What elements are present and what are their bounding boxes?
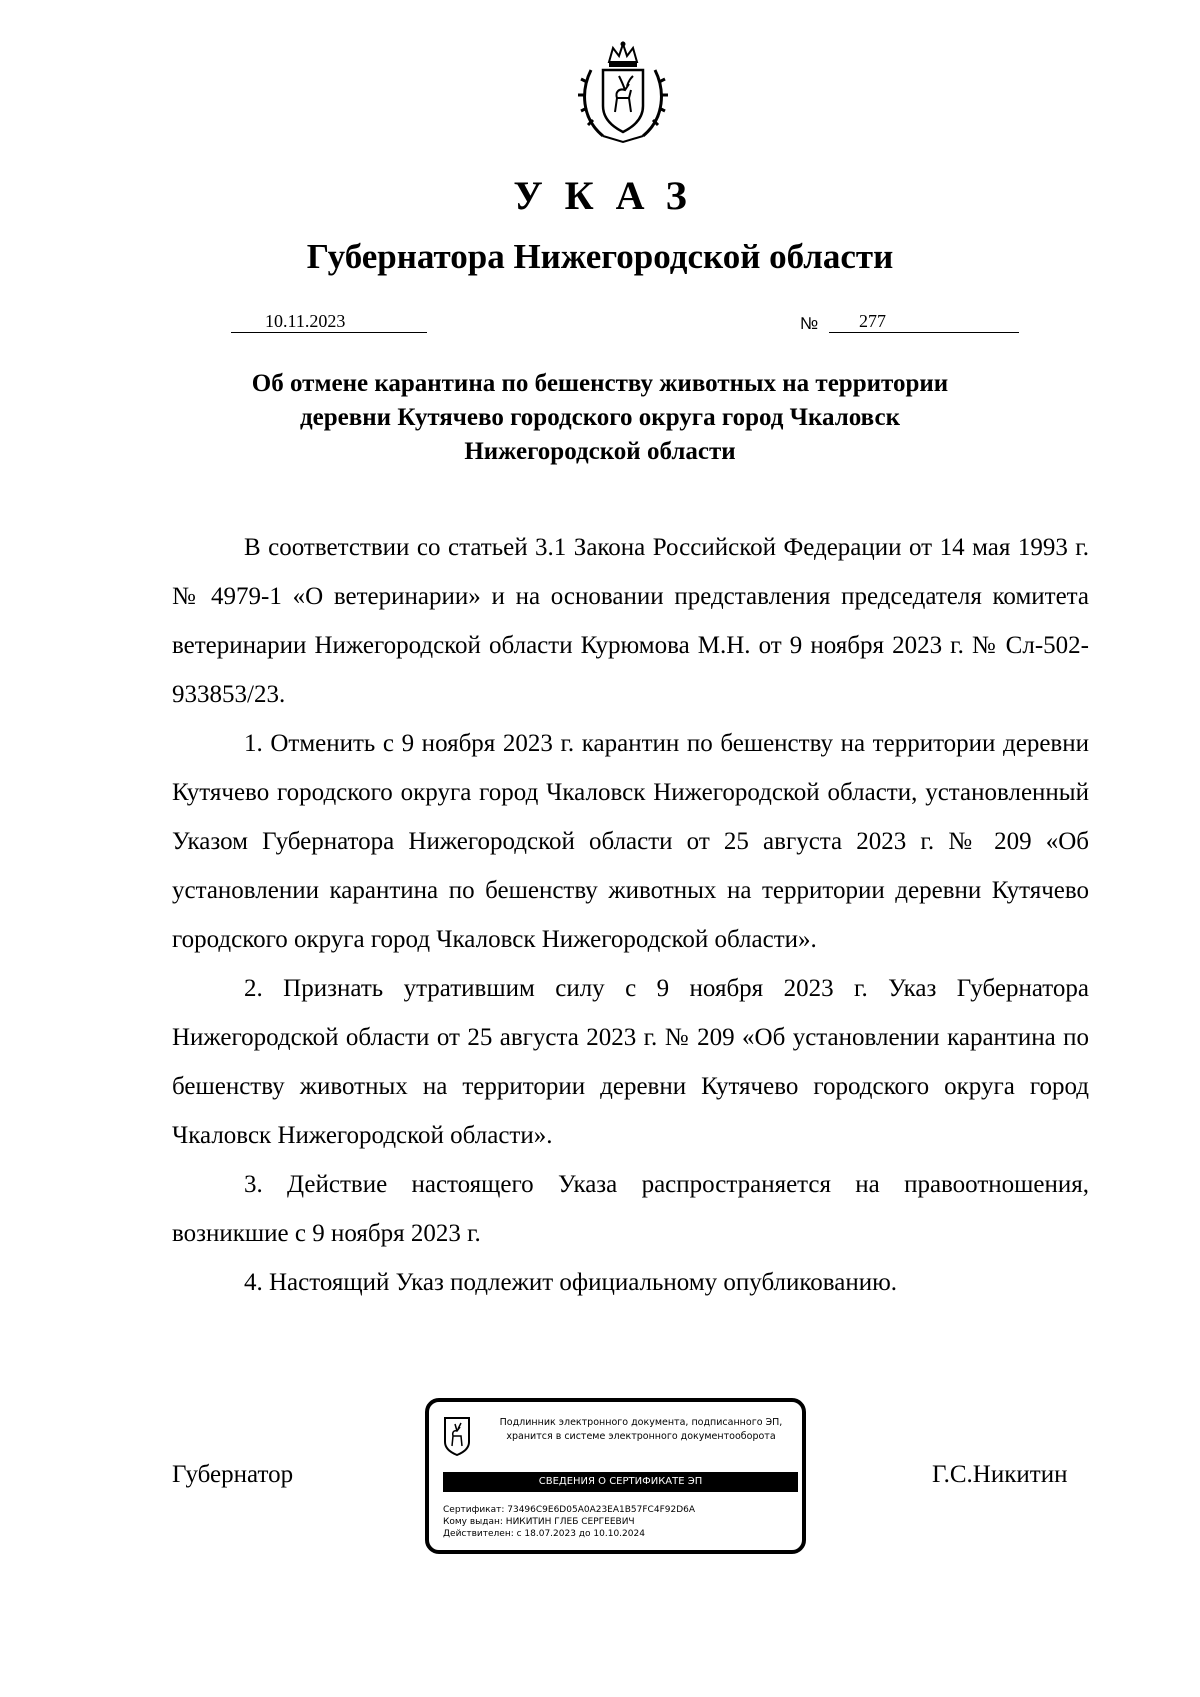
document-body <box>172 523 1089 1307</box>
signatory-position: Губернатор <box>172 1461 294 1488</box>
subject-line-3: Нижегородской области <box>464 438 736 465</box>
stamp-header <box>481 1416 801 1444</box>
item-1-paragraph: 1. Отменить с 9 ноября 2023 г. карантин по бешенству на территории деревни Кутячево городского округа город Чкаловск Нижегородской области, установленный Указом Губернатора Нижегородской области от 25 августа 2023 г. № 209 «Об установлении карантина по бешенству животных на территории деревни Кутячево городского округа город Чкаловск Нижегородской области». <box>172 730 1089 953</box>
preamble-paragraph: В соответствии со статьей 3.1 Закона Российской Федерации от 14 мая 1993 г. № 4979-1 «О ветеринарии» и на основании представления председателя комитета ветеринарии Нижегородской области Курюмова М.Н. от 9 ноября 2023 г. № Сл-502-933853/23. <box>172 534 1089 708</box>
document-subject <box>140 367 1060 469</box>
issuer-title: Губернатора Нижегородской области <box>306 237 894 276</box>
deer-shield-icon <box>443 1416 471 1456</box>
stamp-issued-to: Кому выдан: НИКИТИН ГЛЕБ СЕРГЕЕВИЧ <box>443 1517 635 1527</box>
stamp-certificate-bar: СВЕДЕНИЯ О СЕРТИФИКАТЕ ЭП <box>443 1472 798 1492</box>
document-type-title: УКАЗ <box>513 173 709 218</box>
stamp-validity: Действителен: с 18.07.2023 до 10.10.2024 <box>443 1529 645 1539</box>
electronic-signature-stamp <box>425 1398 806 1554</box>
document-date-value: 10.11.2023 <box>265 311 346 331</box>
document-date <box>231 310 427 333</box>
item-4-paragraph: 4. Настоящий Указ подлежит официальному опубликованию. <box>244 1269 898 1296</box>
stamp-line-1: Подлинник электронного документа, подписанного ЭП, <box>499 1417 783 1428</box>
stamp-line-2: хранится в системе электронного документооборота <box>506 1431 776 1442</box>
subject-line-1: Об отмене карантина по бешенству животных на территории <box>251 370 949 397</box>
item-3-paragraph: 3. Действие настоящего Указа распространяется на правоотношения, возникшие с 9 ноября 2023 г. <box>172 1171 1089 1247</box>
signatory-name: Г.С.Никитин <box>932 1461 1068 1488</box>
subject-line-2: деревни Кутячево городского округа город Чкаловск <box>300 404 900 431</box>
number-label: № <box>800 314 819 333</box>
coat-of-arms-icon <box>573 40 673 146</box>
item-2-paragraph: 2. Признать утратившим силу с 9 ноября 2023 г. Указ Губернатора Нижегородской области от 25 августа 2023 г. № 209 «Об установлении карантина по бешенству животных на территории деревни Кутячево городского округа город Чкаловск Нижегородской области». <box>172 975 1089 1149</box>
document-number <box>829 310 1019 333</box>
stamp-certificate-id: Сертификат: 73496C9E6D05A0A23EA1B57FC4F92D6A <box>443 1505 696 1515</box>
stamp-certificate-info <box>443 1504 695 1540</box>
document-number-value: 277 <box>859 311 886 331</box>
